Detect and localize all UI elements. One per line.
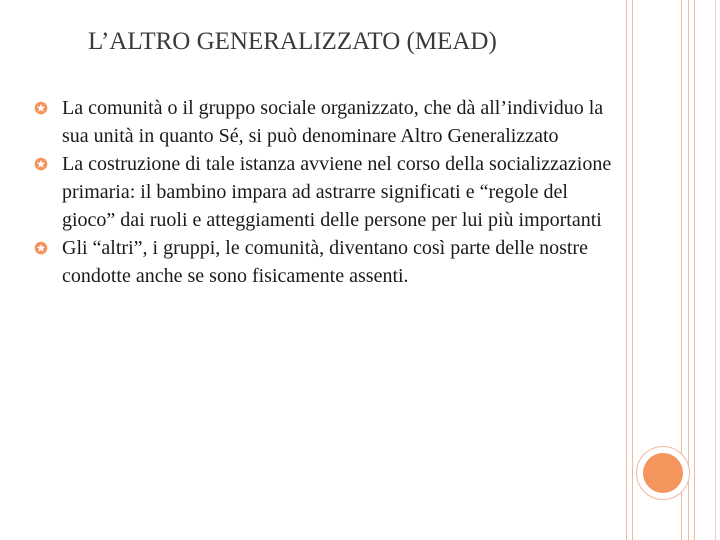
- frame-line: [688, 0, 689, 540]
- frame-line: [694, 0, 695, 540]
- bullet-item: [34, 150, 624, 234]
- frame-line: [632, 0, 633, 540]
- frame-line: [626, 0, 627, 540]
- decorative-circle-icon: [643, 453, 683, 493]
- star-bullet-icon: [34, 241, 48, 255]
- bullet-item: [34, 94, 624, 150]
- bullet-text: Gli “altri”, i gruppi, le comunità, diventano così parte delle nostre condotte anche se sono fisicamente assenti.: [62, 237, 588, 287]
- frame-line: [715, 0, 716, 540]
- bullet-text: La costruzione di tale istanza avviene nel corso della socializzazione primaria: il bambino impara ad astrarre significati e “regole del gioco” dai ruoli e atteggiamenti delle persone per lui più importanti: [62, 153, 612, 231]
- bullet-text: La comunità o il gruppo sociale organizzato, che dà all’individuo la sua unità in quanto Sé, si può denominare Altro Generalizzato: [62, 97, 604, 147]
- star-bullet-icon: [34, 101, 48, 115]
- bullet-item: [34, 234, 624, 290]
- bullet-list: [34, 94, 624, 290]
- slide-title: L’ALTRO GENERALIZZATO (MEAD): [88, 28, 497, 55]
- star-bullet-icon: [34, 157, 48, 171]
